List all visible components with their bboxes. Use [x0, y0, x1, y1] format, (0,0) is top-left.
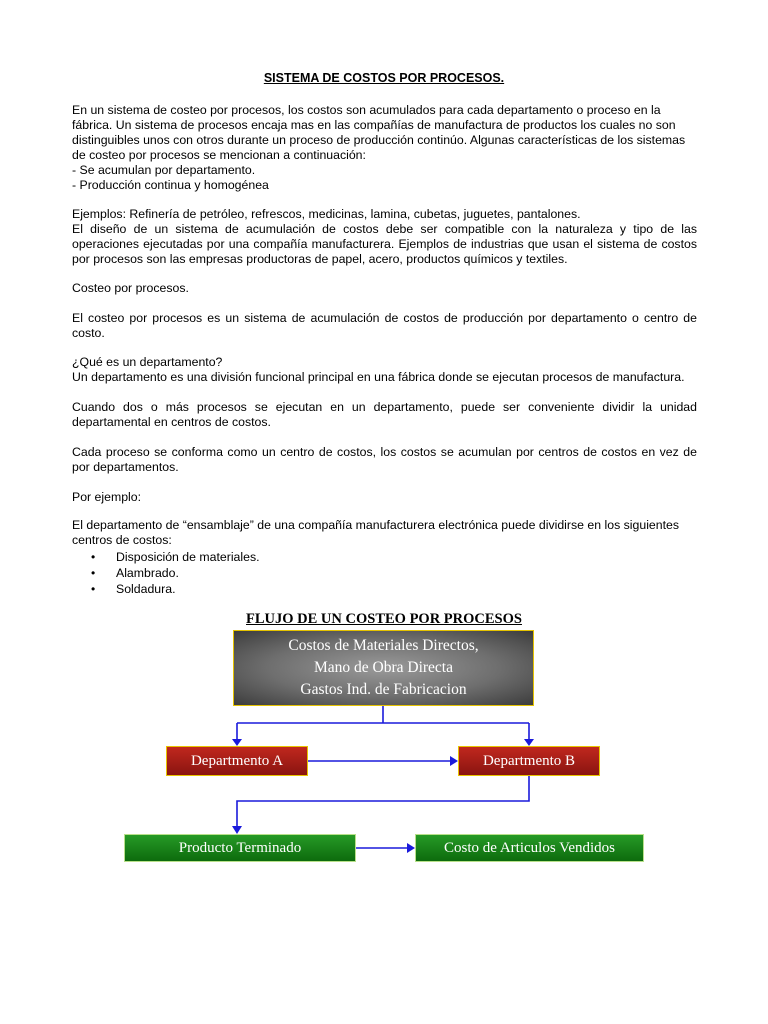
cost-of-goods-sold-box: Costo de Articulos Vendidos	[415, 834, 644, 862]
multiple-processes-paragraph: Cuando dos o más procesos se ejecutan en un departamento, puede ser conveniente dividir la unidad departamental en centros de costos.	[72, 400, 697, 429]
cost-center-paragraph: Cada proceso se conforma como un centro de costos, los costos se acumulan por centros de costos en vez de por departamentos.	[72, 445, 697, 474]
list-item	[72, 581, 672, 597]
costeo-paragraph: El costeo por procesos es un sistema de acumulación de costos de producción por departamento o centro de costo.	[72, 311, 697, 340]
arrow-to-dept-a-icon	[232, 739, 242, 746]
department-b-box: Departmento B	[458, 746, 600, 776]
intro-section	[72, 103, 697, 193]
costeo-heading: Costeo por procesos.	[72, 281, 189, 295]
flow-title: FLUJO DE UN COSTEO POR PROCESOS	[246, 611, 522, 627]
examples-line: Ejemplos: Refinería de petróleo, refrescos, medicinas, lamina, cubetas, juguetes, pantalones.	[72, 207, 581, 221]
intro-paragraph: En un sistema de costeo por procesos, los costos son acumulados para cada departamento o proceso en la fábrica. Un sistema de procesos encaja mas en las compañías de manufactura de productos los cuales no son distinguibles unos con otros durante un proceso de producción continúo. Algunas características de los sistemas de costeo por procesos se mencionan a continuación:	[72, 103, 686, 162]
costs-line-1: Costos de Materiales Directos,	[288, 637, 479, 654]
example-heading: Por ejemplo:	[72, 490, 142, 504]
department-a-box: Departmento A	[166, 746, 308, 776]
finished-product-box: Producto Terminado	[124, 834, 356, 862]
list-item-text: Alambrado.	[116, 566, 179, 580]
bullet-icon: •	[91, 550, 96, 564]
costs-line-3: Gastos Ind. de Fabricacion	[300, 681, 467, 698]
department-section	[72, 355, 697, 385]
examples-section	[72, 207, 697, 267]
bullet-icon: •	[91, 582, 96, 596]
design-paragraph: El diseño de un sistema de acumulación de costos debe ser compatible con la naturaleza y tipo de las operaciones ejecutadas por una compañía manufacturera. Ejemplos de industrias que usan el sistema de costos por procesos son las empresas productoras de papel, acero, productos químicos y textiles.	[72, 222, 697, 266]
feature-item-2: - Producción continua y homogénea	[72, 178, 269, 192]
arrow-a-to-b-icon	[450, 756, 458, 766]
list-item	[72, 549, 672, 565]
list-item	[72, 565, 672, 581]
department-question: ¿Qué es un departamento?	[72, 355, 223, 369]
dept-b-to-product-connector	[237, 776, 529, 827]
costs-line-2: Mano de Obra Directa	[313, 659, 453, 676]
cost-center-list	[72, 549, 672, 597]
list-item-text: Disposición de materiales.	[116, 550, 260, 564]
arrow-to-cost-icon	[407, 843, 415, 853]
costs-input-box	[233, 630, 534, 706]
list-item-text: Soldadura.	[116, 582, 176, 596]
split-connector	[237, 706, 529, 740]
assembly-paragraph: El departamento de “ensamblaje” de una compañía manufacturera electrónica puede dividirse en los siguientes centros de costos:	[72, 518, 680, 547]
arrow-to-product-icon	[232, 826, 242, 834]
department-answer: Un departamento es una división funcional principal en una fábrica donde se ejecutan procesos de manufactura.	[72, 370, 685, 384]
feature-item-1: - Se acumulan por departamento.	[72, 163, 256, 177]
arrow-to-dept-b-icon	[524, 739, 534, 746]
page-title: SISTEMA DE COSTOS POR PROCESOS.	[263, 71, 505, 85]
bullet-icon: •	[91, 566, 96, 580]
